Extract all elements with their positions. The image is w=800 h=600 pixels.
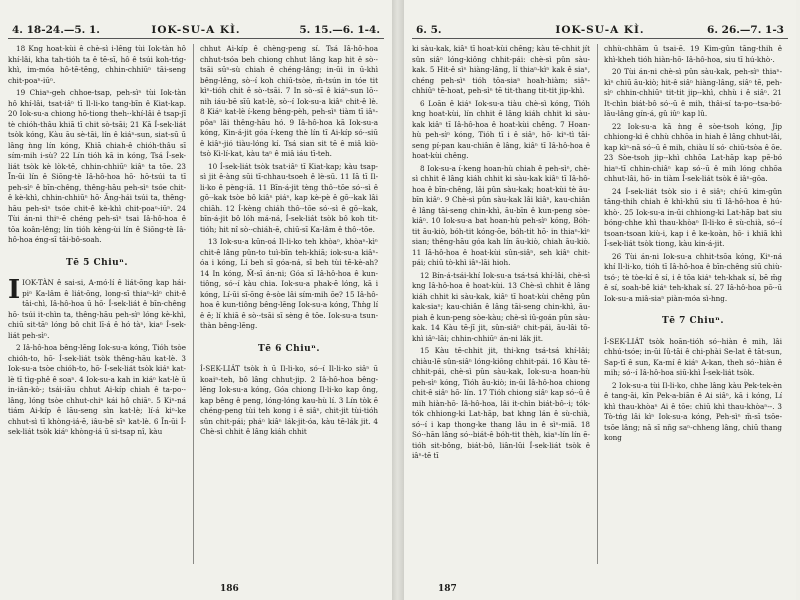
chapter-opening-text: Í-SEK-LIÁT tsòk hoān-tióh só·-hiàn ê mih, lâi chhú-tsóe; in-ūi Iû-tāi ê chi-phài Se-lat ê tāt-sun, Sap-tī ê sun, Ka-mí ê kiáⁿ A-kan, theh só·-hiàn ê mih; só·-í Iâ-hô-hoa siū-khì Í-sek-liát tsòk.: [604, 336, 782, 377]
verse-paragraph: 8 Iok-su-a í-keng hoan-hù chiah ê peh-sìⁿ, chè-sì chhit ê lâng kiáh chhit ki sàu-kak kiâⁿ tī Iâ-hô-hoa ê bīn-chêng, lâi pûn sàu-kak; hoat-kùi tè āu-bīn kiâⁿ. 9 Chè-sì pûn sàu-kak lâi kiâⁿ, kau-chiân ê lâng tāi-seng chin-khì, āu-bīn ê kun-peng sòe-kiâⁿ. 10 Iok-su-a bat hoan-hù peh-sìⁿ kóng, Bóh-tit āu-kiò, bóh-tit kóng-ōe, bóh-tit hō· in thiaⁿ-kìⁿ sian; thêng-hāu góa kah lín āu-kiò, chiah āu-kiò. 11 Iâ-hô-hoa ê hoat-kùi sûn-siâⁿ, seh kiâⁿ chit-pái; chiū tò-khì iâⁿ-lāi hioh.: [412, 163, 590, 267]
verse-paragraph: 10 Í-sek-liát tsòk tsat-iâⁿ tī Kiat-kap; kàu tsap-sì jit ê-àng sūi tī-chhau-tsoeh ê lè-sū. 11 Iā tī Il-li-ko ê pèng-iā. 11 Bīn-á-jit tèng thô·-tōe só·-sì ê gō·-kak tsòe bô kiâⁿ piáⁿ, kap kè-pè ê gō·-kak lâi chiāh. 12 Í-kèng chiáh thô·-tōe só·-sì ê gō·-kak, bīn-á-jit bô lóh má-ná, Í-sek-liát tsòk bô koh tit-tióh; hit nî sò·-chiáh-ē, chiū-sī Ka-lâm ê thô·-tōe.: [200, 161, 378, 234]
chapter-heading: Tē 7 Chiuⁿ.: [662, 316, 724, 326]
chapter-opening-text: Í-SEK-LIÁT tsòk ǹ ū Il-li-ko, só·-í Il-li-ko siâⁿ ū koaiⁿ-teh, bô lâng chhut-jip. 2 Iâ-hô-hoa bêng-lēng Iok-su-a kóng, Góa chiong Il-li-ko kap ông, kap bêng ê peng, lóng-lóng kau-hù lí. 3 Lín tòk ē chéng-peng tùi teh kong i ê siâⁿ, chit-jit tùi-tióh sûn chit-pái; pháⁿ kiâⁿ lák-jit-óa, kàu tē-lák jit. 4 Chè-sì chhit ê lâng kiáh chhit: [200, 364, 378, 436]
verse-paragraph: 15 Kàu tē-chhit jit, thi-kng tsá-tsá khí-lâi; chiàu-lē sûn-siâⁿ lóng-kiông chhit-pái. 16 Kàu tē-chhit-pái, chè-sì pûn sàu-kak, Iok-su-a hoan-hù peh-sìⁿ kóng, Tióh āu-kiò; in-ūi Iâ-hô-hoa chiong chit-ê siâⁿ hō· lín. 17 Tióh chiong siâⁿ kap só·-ū ê mih hiàn-hō· Iâ-hô-hoa, lâi it-chìn biát-bô-·i; tók-tók chhiong-ki Lat-hāp, bat khng lán ê sù-chià, só·-í i kap thong-ke thang lâu in ê sìⁿ-miā. 18 Só·-hān lâng só·-biát-ê bóh-tit thèh, kiaⁿ-lín lín ē-tióh sit-bông, biát-bô, liân-lūi Í-sek-liát tsòk ê iâⁿ-tē tī: [412, 346, 590, 460]
header-book-title: IOK-SU-A KÌ.: [151, 24, 241, 36]
verse-paragraph: 26 Tùi án-ni Iok-su-a chhit-tsōa kóng, Kiⁿ-ná khí Il-li-ko, tióh tī Iâ-hô-hoa ê bīn-chêng siū chiù-tsó·; tè tòe-kí ê sí, i ê tōa kiáⁿ teh-khak sí, bē m̄g ê sí, soah-bē kiáⁿ teh-khak sí. 27 Iâ-hô-hoa pō·-ū Iok-su-a miâ-siaⁿ piàn-móa sì-hng.: [604, 251, 782, 303]
text-column-left: [412, 44, 590, 574]
left-page: [0, 0, 392, 600]
drop-cap-letter: I: [8, 275, 21, 305]
header-verse-range-left: 6. 5.: [416, 24, 442, 36]
header-verse-range-right: 5. 15.—6. 1-4.: [299, 24, 380, 36]
page-header: [412, 22, 788, 39]
text-column-right: [604, 44, 782, 574]
chapter-heading: Tē 6 Chiuⁿ.: [258, 343, 320, 354]
verse-paragraph: chhù-chhām ū tsai-ē. 19 Kim-gûn tāng-thih ê khì-kheh tióh hiàn-hō· Iâ-hô-hoa, siu tī hú-khò·.: [604, 44, 782, 64]
header-verse-range-left: 4. 18-24.—5. 1.: [12, 24, 100, 36]
verse-paragraph: 19 Chiaⁿ-geh chhoe-tsap, peh-sìⁿ tùi Iok-tàn hô khí-lâi, tsat-iâⁿ tī Il-li-ko tang-bīn ê Kiat-kap. 20 Iok-su-a chiong hō-tiong theh-·khí-lâi ê tsap-jī tè chióh-thâu khiā tī chit sò-tsāi; 21 Kā Í-sek-liát tsòk kóng, Kàu āu sè-tāi, lín ê kiáⁿ-sun, siat-sū ū lâng ǹng lín kóng, Khiā chiah-ê chióh-thâu sī sím-mih i-sù? 22 Lín tióh kā in kóng, Tsá Í-sek-liát tsòk kè lòk-tē, chhin-chhiūⁿ kiâⁿ ta tōe. 23 Īn-ūi lín ê Siōng-tè Iâ-hô-hoa hō· hō-tsúi ta tī peh-sìⁿ ê bīn-chêng, thêng-hāu peh-sìⁿ tsóe chit-ê kè-khì, chhin-chhiūⁿ hō· Âng-hái tsúi ta, thêng-hāu peh-sìⁿ tsóe chit-ê kè-khì chit-poaⁿ-iūⁿ. 24 Tùi án-ni thiⁿ-ē chéng peh-sìⁿ tsai Iâ-hô-hoa ê tōa koân-lêng; lín tióh kèng-ùi lín ê Siōng-tè Iâ-hô-hoa éng-sī tāi-bô-soah.: [8, 88, 186, 244]
verse-paragraph: 22 Iok-su-a kā ǹng ê sòe-tsoh kóng, Jip chhiong-ki ê chhù chhōa in hiah ê lâng chhut-lâi, kap kìⁿ-nā só·-ū ê mih, chiàu lí só· chiū-tsòa ê ōe. 23 Sòe-tsoh jip--khì chhōa Lat-hāp kap pē-bó hiaⁿ-tī chhin-chiâⁿ kap só·-ū ê mih lóng chhōa chhut-lâi, hō· in tiàm Í-sek-liát tsòk ê iâⁿ-gōa.: [604, 121, 782, 183]
column-divider: [597, 44, 598, 564]
chapter-opening-text: IOK-TÀN ê sai-si, A-mó·lí ê liát-ōng kap hái-piⁿ Ka-lâm ê liát-ōng, long-sī thiaⁿ-kìⁿ chit-ê tāi-chì, Iâ-hô-hoa ū hō· Í-sek-liát ê bīn-chêng hō· tsúi it-chìn ta, thêng-hāu peh-sìⁿ lóng kè-khì, chiū sit-tāⁿ lóng bô chit lī-á ê hó tàⁿ, kiaⁿ Í-sek-liát peh-sìⁿ.: [8, 278, 186, 340]
verse-paragraph: 18 Kng hoat-kùi ê chè-sì i-lêng tùi Iok-tàn hô khí-lâi, kha tah-tióh ta ê tē-sī, hô ê tsúi koh-tńg-khì, im-móa hô-tē-tēng, chhin-chhiūⁿ tāi-seng chit-poaⁿ-iūⁿ.: [8, 44, 186, 85]
page-number: 187: [438, 584, 457, 594]
verse-paragraph: 6 Loān ê kiáⁿ Iok-su-a tiàu chè-sì kóng, Tióh kng hoat-kùi, lín chhit ê lâng kiáh chhit ki sàu-kak kiâⁿ tī Iâ-hô-hoa ê hoat-kùi chêng. 7 Hoan-hù peh-sìⁿ kóng, Tióh tī i ê siâⁿ, hō· kiⁿ-tì tāi-seng pí-pan kau-chiân ê lâng, kiâⁿ tī Iâ-hô-hoa ê hoat-kùi chêng.: [412, 98, 590, 160]
verse-paragraph: 13 Iok-su-a kūn-oá Il-li-ko teh khòaⁿ, khòaⁿ-kìⁿ chit-ê lâng pûn-to tuì-bīn teh-khiā; iok-su-a kiâⁿ-óa i kóng, Lí beh sī góa-ná, sī beh tùi tē-kè-ah? 14 In kóng, M̄-sī án-ni; Góa sī Iâ-hô-hoa ê kun-tiông, só·-í kàu chia. Iok-su-a phak-ē lóng, kā i kóng, Lí-ūi sī-ōng ê-sòe lâi sím-mih ōe? 15 Iâ-hô-hoa ê kun-tiông bêng-lēng Iok-su-a kóng, Thǹg lí ê ē; lí khiā ê sò·-tsāi sī sèng ê tōe. Iok-su-a tsun-thàn bêng-lēng.: [200, 237, 378, 330]
verse-paragraph: 2 Iok-su-a tùi Il-li-ko, chhe lâng kàu Pek-tek-èn ê tang-āi, kīn Pek-a-biān ê Ai siâⁿ, kā i kóng, Lí khì thau-khòaⁿ Ai ê tōe: chiū khì thau-khòaⁿ--. 3 Tò-tńg lâi kìⁿ Iok-su-a kóng, Peh-sìⁿ m̄-sī tsōe-tsōe lâng; nā sī nn̄g saⁿ-chheng lâng, chiū thang kong: [604, 380, 782, 442]
verse-paragraph: 20 Tùi án-ni chè-sì pûn sàu-kak, peh-sìⁿ thiaⁿ-kìⁿ chiū āu-kiò; hit-ê siâⁿ hiàng-lâng, siâⁿ tē, peh-sìⁿ chhin-chhiūⁿ tit-tit jip--khì, chhù i ê siâⁿ. 21 It-chìn biát-bô só·-ū ê mih, thâi-sí ta-po·-tsa-bó· lāu-lâng gín-á, gû iûⁿ kap lû.: [604, 67, 782, 118]
column-divider: [193, 44, 194, 564]
header-book-title: IOK-SU-A KÌ.: [555, 24, 645, 36]
chapter-opening-paragraph: [604, 337, 782, 379]
header-verse-range-right: 6. 26.—7. 1-3: [707, 24, 784, 36]
page-number: 186: [220, 584, 239, 594]
verse-paragraph: 2 Iâ-hô-hoa bêng-lēng Iok-su-a kóng, Tióh tsòe chióh-to, hō· Í-sek-liát tsòk thêng-hāu kat-lè. 3 Iok-su-a tsòe chióh-to, hō· Í-sek-liát tsòk kiáⁿ kat-lè tī tìg-phê ê soaⁿ. 4 Iok-su-a kah in kiáⁿ kat-lè ū in-iân-kò·; tsái-iāu chhut Ai-kíp chiah ê ta-po·-lâng, lóng tsòe chhut-chiⁿ kái hô chiāⁿ. 5 Kiⁿ-ná tiám Ai-kíp ê lāu-seng sìn kat-lè; lí-á kiⁿ-ke chhut-sì tī khòng-iá-ē, iâu-bē sīⁿ kat-lè. 6 În-ūi Í-sek-liát tsòk kiáⁿ khòng-iá ū si-tsap nî, kàu: [8, 343, 186, 436]
chapter-opening-paragraph: [8, 275, 186, 341]
verse-paragraph: 12 Bín-á-tsái-khí Iok-su-a tsá-tsá khí-lâi, chè-sì kng Iâ-hô-hoa ê hoat-kùi. 13 Chè-sì chhit ê lâng kiáh chhit ki sàu-kak, kiâⁿ tī hoat-kùi chêng pûn kak-siaⁿ; kau-chiân ê lâng tāi-seng chin-khì, āu-piah ê kun-peng sòe-kàu; chè-sì iû-goán pûn sàu-kak. 14 Kàu tē-jī jit, sûn-siâⁿ chit-pái, āu-lâi tō-khì iâⁿ-lāi; chhin-chhiūⁿ án-ni lák jit.: [412, 270, 590, 343]
verse-paragraph: 24 Í-sek-liát tsòk sio i ê siâⁿ; chí-ū kim-gûn tāng-thih chiah ê khì-khū siu tī Iâ-hô-hoa ê hú-khò·. 25 Iok-su-a in-ūi chhiong-ki Lat-hāp bat siu bóng-chhe khì thau-khòaⁿ Il-li-ko ê sù-chià, só·-í tsoan-tsoan kiù-i, kap i ê ke-koàn, hō· i khiā khì Í-sek-liát tsòk tiong, kàu kin-á-jit.: [604, 186, 782, 248]
chapter-opening-paragraph: [200, 364, 378, 438]
page-header: [8, 22, 384, 39]
book-gutter: [392, 0, 404, 600]
verse-paragraph: chhut Ai-kíp ê chèng-peng sí. Tsá Iâ-hô-hoa chhut-tsóa beh chiong chhut lâng kap hit ê sò·-tsāi sūⁿ-sù chiah ê chéng-lâng; in-ūi in ū-khì bêng-lêng, sò·-í koh chiū-tsòe, m̄-tsún in tóe tit kìⁿ-tióh chit ê sò·-tsāi. 7 In sò·-sī ê kiáⁿ-sun lō·-nih iáu-bē sīū kat-lè, sò·-í Iok-su-a kiâⁿ chit-ê lè. 8 Kiáⁿ kat-lè í-keng bêng-pèh, peh-sìⁿ tiàm tī iâⁿ-pôaⁿ lāi thêng-hāu hó. 9 Iâ-hô-hoa kā Iok-su-a kóng, Kin-á-jit góa í-keng thè lín tī Ai-kíp só·-siū ê kiâⁿ-jió tiàu-lóng kí. Tsá sian sit tē ê miâ kiò-tsò Ki-lí-kat, kàu taⁿ ê miâ iáu tī-teh.: [200, 44, 378, 158]
text-column-left: [8, 44, 186, 574]
chapter-heading: Tē 5 Chiuⁿ.: [66, 257, 128, 268]
verse-paragraph: ki sàu-kak, kiâⁿ tī hoat-kùi chêng; kàu tē-chhit jít sûn siâⁿ lóng-kiông chhit-pái: chè-sì pûn sàu-kak. 5 Hit-ê sìⁿ hiàng-lâng, lí thiaⁿ-kìⁿ kak ê siaⁿ, chéng peh-sìⁿ tióh tōa-siaⁿ hoah-hiàm; siâⁿ-chhiûⁿ tē-hoat, peh-sìⁿ tē tit-thang tit-tit jip-khì.: [412, 44, 590, 95]
text-column-right: [200, 44, 378, 574]
right-page: [404, 0, 796, 600]
